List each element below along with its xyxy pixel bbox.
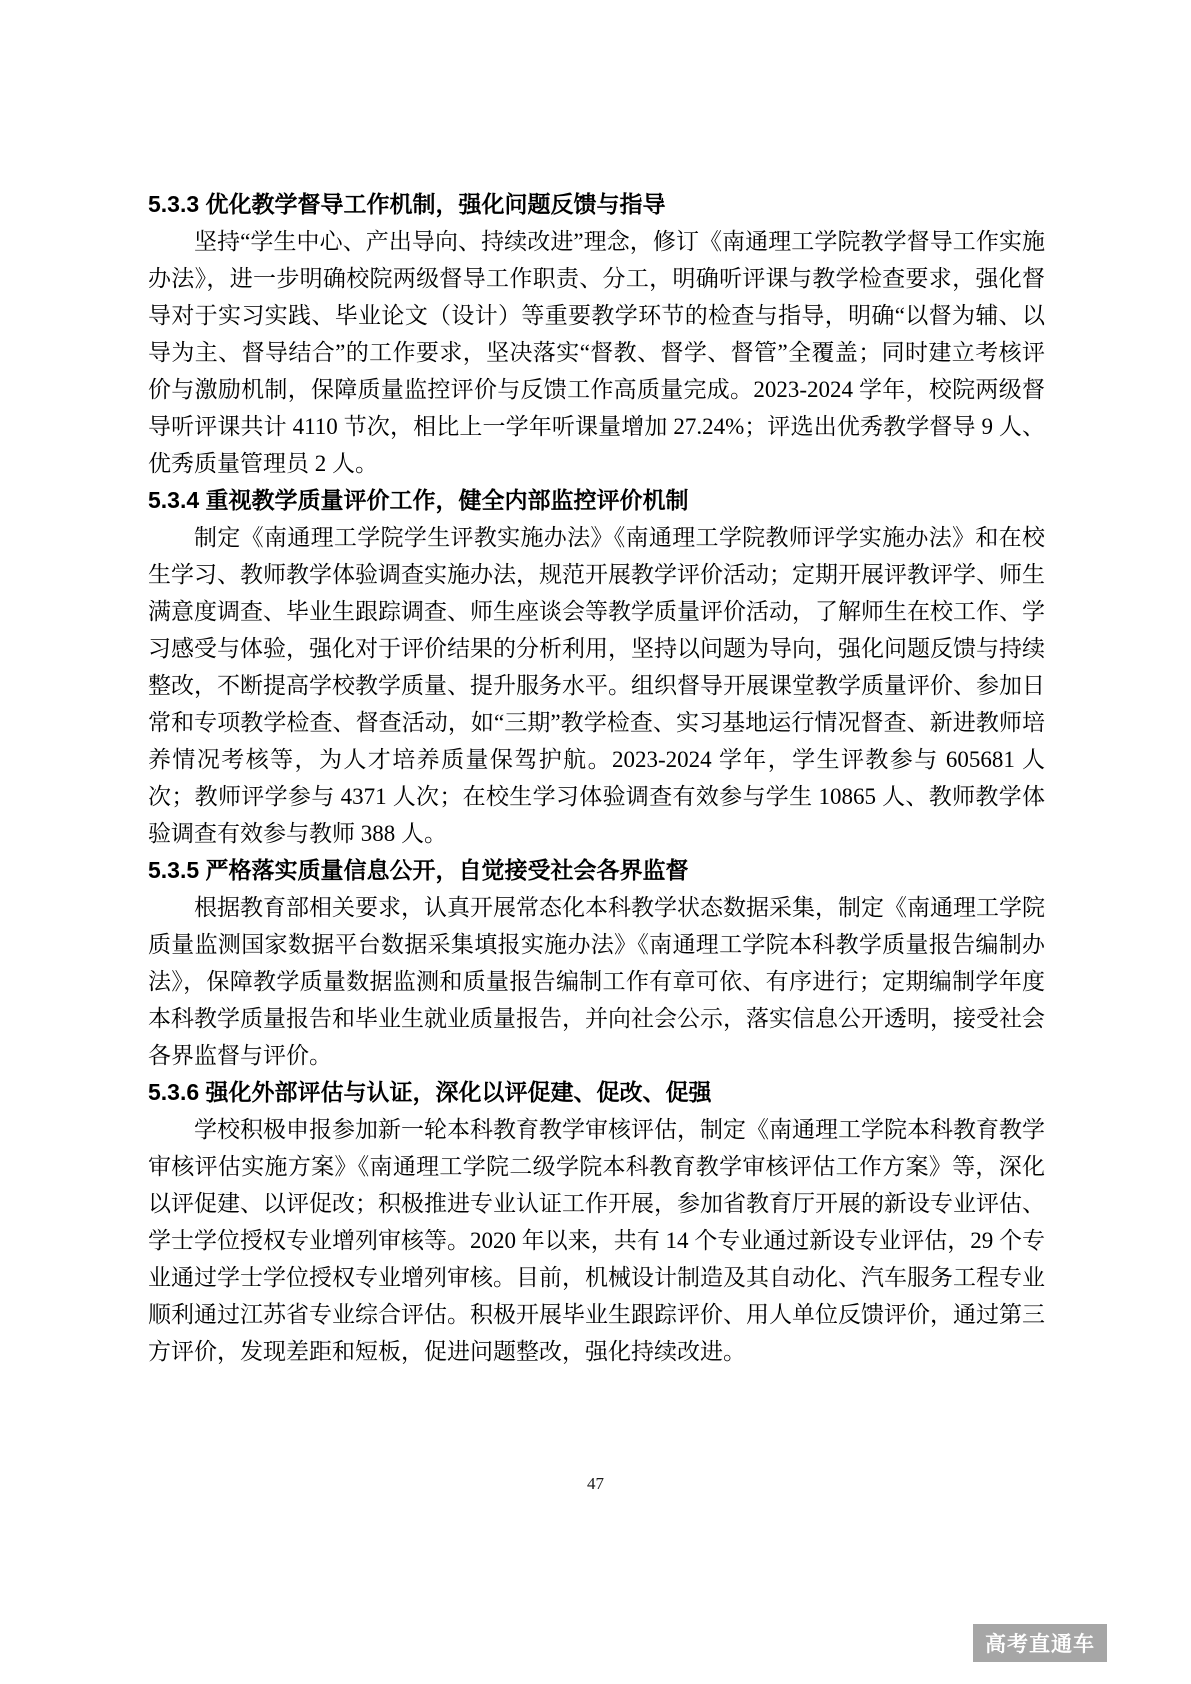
watermark-badge: 高考直通车 xyxy=(973,1624,1107,1662)
section-heading: 5.3.3 优化教学督导工作机制，强化问题反馈与指导 xyxy=(148,191,666,217)
section-5-3-5 xyxy=(148,852,1045,1074)
section-heading: 5.3.4 重视教学质量评价工作，健全内部监控评价机制 xyxy=(148,487,689,513)
section-5-3-6 xyxy=(148,1074,1045,1370)
section-heading: 5.3.6 强化外部评估与认证，深化以评促建、促改、促强 xyxy=(148,1079,712,1105)
document-content xyxy=(148,186,1045,1370)
section-paragraph: 学校积极申报参加新一轮本科教育教学审核评估，制定《南通理工学院本科教育教学审核评估实施方案》《南通理工学院二级学院本科教育教学审核评估工作方案》等，深化以评促建、以评促改；积极推进专业认证工作开展，参加省教育厅开展的新设专业评估、学士学位授权专业增列审核等。2020 年以来，共有 14 个专业通过新设专业评估，29 个专业通过学士学位授权专业增列审核。目前，机械设计制造及其自动化、汽车服务工程专业顺利通过江苏省专业综合评估。积极开展毕业生跟踪评价、用人单位反馈评价，通过第三方评价，发现差距和短板，促进问题整改，强化持续改进。 xyxy=(148,1117,1045,1364)
section-paragraph: 坚持“学生中心、产出导向、持续改进”理念，修订《南通理工学院教学督导工作实施办法》，进一步明确校院两级督导工作职责、分工，明确听评课与教学检查要求，强化督导对于实习实践、毕业论文（设计）等重要教学环节的检查与指导，明确“以督为辅、以导为主、督导结合”的工作要求，坚决落实“督教、督学、督管”全覆盖；同时建立考核评价与激励机制，保障质量监控评价与反馈工作高质量完成。2023-2024 学年，校院两级督导听评课共计 4110 节次，相比上一学年听课量增加 27.24%；评选出优秀教学督导 9 人、优秀质量管理员 2 人。 xyxy=(148,229,1045,476)
page-number: 47 xyxy=(587,1474,604,1493)
section-5-3-3 xyxy=(148,186,1045,482)
section-paragraph: 制定《南通理工学院学生评教实施办法》《南通理工学院教师评学实施办法》和在校生学习、教师教学体验调查实施办法，规范开展教学评价活动；定期开展评教评学、师生满意度调查、毕业生跟踪调查、师生座谈会等教学质量评价活动，了解师生在校工作、学习感受与体验，强化对于评价结果的分析利用，坚持以问题为导向，强化问题反馈与持续整改，不断提高学校教学质量、提升服务水平。组织督导开展课堂教学质量评价、参加日常和专项教学检查、督查活动，如“三期”教学检查、实习基地运行情况督查、新进教师培养情况考核等，为人才培养质量保驾护航。2023-2024 学年，学生评教参与 605681 人次；教师评学参与 4371 人次；在校生学习体验调查有效参与学生 10865 人、教师教学体验调查有效参与教师 388 人。 xyxy=(148,525,1045,846)
section-heading: 5.3.5 严格落实质量信息公开，自觉接受社会各界监督 xyxy=(148,857,689,883)
section-5-3-4 xyxy=(148,482,1045,852)
section-paragraph: 根据教育部相关要求，认真开展常态化本科教学状态数据采集，制定《南通理工学院质量监测国家数据平台数据采集填报实施办法》《南通理工学院本科教学质量报告编制办法》，保障教学质量数据监测和质量报告编制工作有章可依、有序进行；定期编制学年度本科教学质量报告和毕业生就业质量报告，并向社会公示，落实信息公开透明，接受社会各界监督与评价。 xyxy=(148,895,1045,1068)
